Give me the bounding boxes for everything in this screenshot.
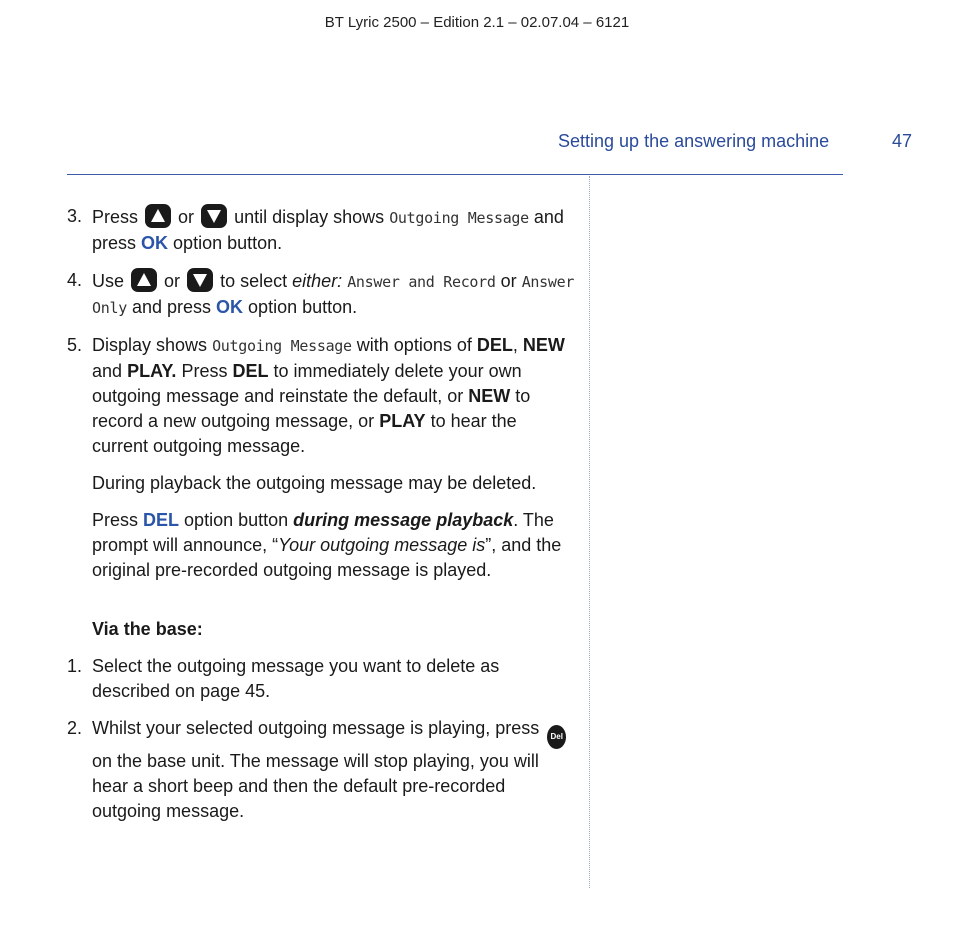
text: to immediately delete your own outgoing message and reinstate the default, or	[92, 361, 522, 406]
step-number: 4.	[67, 270, 83, 290]
emphasis: during message playback	[293, 510, 514, 530]
play-label: PLAY.	[127, 361, 177, 381]
down-arrow-button-icon	[201, 204, 227, 228]
del-label: DEL	[143, 510, 180, 530]
prompt-quote: Your outgoing message is	[278, 535, 486, 555]
playback-note: During playback the outgoing message may be deleted.	[92, 473, 537, 493]
up-arrow-button-icon	[131, 268, 157, 292]
spacer	[67, 595, 577, 617]
step-5	[67, 333, 577, 459]
display-text: Answer and Record	[347, 273, 496, 291]
step-number: 3.	[67, 206, 83, 226]
up-arrow-button-icon	[145, 204, 171, 228]
text: . The prompt will announce, “	[92, 510, 554, 555]
down-arrow-button-icon	[187, 268, 213, 292]
new-label: NEW	[522, 335, 565, 355]
text: to record a new outgoing message, or	[92, 386, 531, 431]
via-base-heading: Via the base:	[92, 619, 203, 639]
step-number: 1.	[67, 656, 83, 676]
text: with options of	[356, 335, 472, 355]
step-number: 2.	[67, 718, 83, 738]
text: Press	[92, 510, 139, 530]
text: Press	[181, 361, 228, 381]
text: ”, and the original pre-recorded outgoing message is played.	[92, 535, 562, 580]
text: ,	[512, 335, 518, 355]
del-label: DEL	[476, 335, 513, 355]
ok-label: OK	[141, 233, 169, 253]
text: Press	[92, 207, 139, 227]
text: and press	[131, 297, 212, 317]
text: Whilst your selected outgoing message is playing, press	[92, 718, 540, 738]
base-step-1	[67, 654, 577, 704]
text: to hear the current outgoing message.	[92, 411, 517, 456]
text: Select the outgoing message you want to delete as described on page 45.	[92, 656, 500, 701]
step-number: 5.	[67, 335, 83, 355]
section-title: Setting up the answering machine	[558, 131, 830, 151]
text: option button.	[173, 233, 283, 253]
step-4	[67, 268, 577, 321]
del-button-icon: Del	[547, 725, 566, 749]
document-meta: BT Lyric 2500 – Edition 2.1 – 02.07.04 – 6121	[324, 14, 630, 31]
header-rule	[67, 174, 843, 175]
text: or	[500, 271, 517, 291]
column-divider	[589, 176, 590, 888]
del-label: DEL	[232, 361, 269, 381]
ok-label: OK	[216, 297, 244, 317]
base-step-2	[67, 716, 577, 824]
text: to select	[220, 271, 288, 291]
text: or	[164, 271, 181, 291]
display-text: Outgoing Message	[389, 209, 529, 227]
step-3	[67, 204, 577, 256]
new-label: NEW	[468, 386, 511, 406]
instructions	[67, 204, 577, 836]
text: and	[92, 361, 123, 381]
text: and press	[92, 207, 564, 253]
text: Use	[92, 271, 125, 291]
text: option button.	[248, 297, 358, 317]
page-number: 47	[892, 131, 913, 151]
text: until display shows	[234, 207, 385, 227]
text: or	[178, 207, 195, 227]
delete-during-playback	[67, 508, 577, 583]
display-text: Outgoing Message	[212, 337, 352, 355]
text: option button	[184, 510, 289, 530]
text: either:	[292, 271, 343, 291]
text: Display shows	[92, 335, 208, 355]
display-text: Answer Only	[92, 273, 575, 317]
text: on the base unit. The message will stop playing, you will hear a short beep and then the default pre-recorded outgoing message.	[92, 751, 539, 821]
play-label: PLAY	[379, 411, 426, 431]
